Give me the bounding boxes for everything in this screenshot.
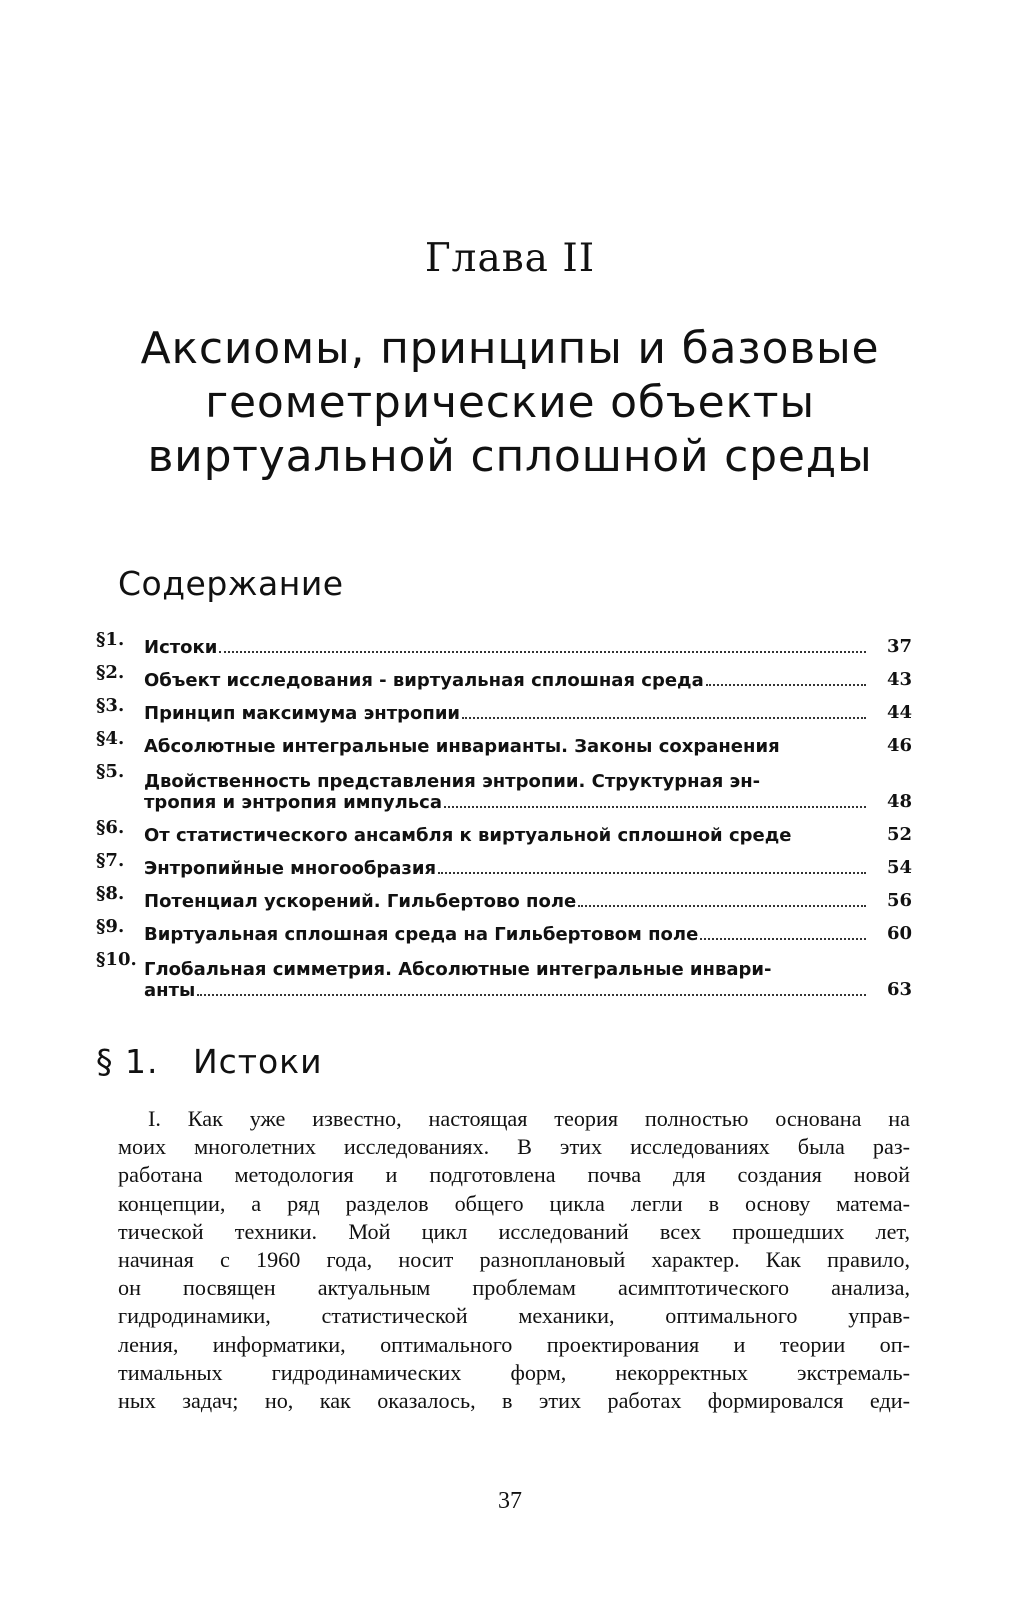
toc-entry-number: §9.: [96, 916, 125, 937]
toc-entry-title-continued: анты: [144, 980, 196, 1001]
body-line: начиная с 1960 года, носит разноплановый характер. Как правило,: [118, 1247, 910, 1273]
table-of-contents: [96, 625, 912, 1001]
toc-entry-page: 52: [886, 824, 912, 845]
toc-entry-page: 60: [886, 923, 912, 944]
toc-entry-number: §5.: [96, 761, 125, 782]
chapter-title-line: геометрические объекты: [205, 377, 815, 428]
toc-dot-leader: [462, 716, 866, 719]
toc-entry-title: Принцип максимума энтропии: [144, 703, 461, 724]
toc-entry-number: §7.: [96, 850, 125, 871]
toc-entry-page: 44: [886, 702, 912, 723]
body-line: он посвящен актуальным проблемам асимптотического анализа,: [118, 1275, 910, 1301]
chapter-title-line: виртуальной сплошной среды: [147, 431, 873, 482]
toc-entry-page: 43: [886, 669, 912, 690]
toc-entry-page: 54: [886, 857, 912, 878]
toc-entry-title: Виртуальная сплошная среда на Гильбертовом поле: [144, 924, 699, 945]
toc-entry-number: §4.: [96, 728, 125, 749]
toc-entry[interactable]: [96, 625, 912, 658]
toc-entry[interactable]: [96, 691, 912, 724]
body-line: I. Как уже известно, настоящая теория полностью основана на: [148, 1106, 910, 1131]
section-heading: § 1. Истоки: [96, 1042, 323, 1081]
chapter-label: Глава II: [424, 236, 596, 281]
toc-heading: Содержание: [118, 564, 344, 603]
toc-entry-page: 37: [886, 636, 912, 657]
toc-entry[interactable]: [96, 879, 912, 912]
toc-entry-page: 56: [886, 890, 912, 911]
toc-dot-leader: [438, 871, 866, 874]
body-line: работана методология и подготовлена почва для создания новой: [118, 1162, 910, 1188]
body-line: моих многолетних исследованиях. В этих исследованиях была раз-: [118, 1134, 910, 1160]
toc-entry-page: 48: [886, 791, 912, 812]
toc-entry[interactable]: [96, 658, 912, 691]
toc-entry[interactable]: [96, 757, 912, 813]
toc-entry-page: 46: [886, 735, 912, 756]
toc-entry-title-continued: тропия и энтропия импульса: [144, 792, 442, 813]
body-line: тимальных гидродинамических форм, некорректных экстремаль-: [118, 1359, 910, 1385]
body-line: тической техники. Мой цикл исследований всех прошедших лет,: [118, 1218, 910, 1244]
toc-entry-title: Двойственность представления энтропии. Структурная эн-: [144, 771, 761, 792]
toc-entry-title: Истоки: [144, 637, 218, 658]
toc-entry-number: §10.: [96, 949, 137, 970]
toc-entry-title: Глобальная симметрия. Абсолютные интегральные инвари-: [144, 959, 772, 980]
toc-dot-leader: [197, 993, 866, 996]
page-number: 37: [498, 1488, 522, 1514]
body-line: ления, информатики, оптимального проектирования и теории оп-: [118, 1331, 910, 1357]
chapter-title: [120, 322, 900, 484]
chapter-title-line: Аксиомы, принципы и базовые: [140, 323, 880, 374]
toc-entry-number: §6.: [96, 817, 125, 838]
toc-entry[interactable]: [96, 945, 912, 1001]
toc-entry-title: Энтропийные многообразия: [144, 858, 437, 879]
toc-dot-leader: [219, 650, 866, 653]
toc-entry[interactable]: [96, 846, 912, 879]
body-line: концепции, а ряд разделов общего цикла легли в основу матема-: [118, 1190, 910, 1216]
toc-entry-title: Абсолютные интегральные инварианты. Законы сохранения: [144, 736, 780, 757]
toc-entry-title: Объект исследования - виртуальная сплошная среда: [144, 670, 704, 691]
toc-entry[interactable]: [96, 813, 912, 846]
toc-entry-page: 63: [886, 979, 912, 1000]
body-line: гидродинамики, статистической механики, оптимального управ-: [118, 1303, 910, 1329]
toc-entry-number: §2.: [96, 662, 125, 683]
toc-entry-title: От статистического ансамбля к виртуальной сплошной среде: [144, 825, 792, 846]
toc-dot-leader: [578, 904, 866, 907]
toc-entry-number: §8.: [96, 883, 125, 904]
toc-dot-leader: [706, 683, 866, 686]
toc-dot-leader: [444, 805, 866, 808]
toc-entry-number: §3.: [96, 695, 125, 716]
toc-dot-leader: [700, 937, 866, 940]
toc-entry[interactable]: [96, 912, 912, 945]
toc-entry[interactable]: [96, 724, 912, 757]
section-body-text: [118, 1105, 910, 1415]
toc-entry-number: §1.: [96, 629, 125, 650]
body-line: ных задач; но, как оказалось, в этих работах формировался еди-: [118, 1388, 910, 1414]
toc-entry-title: Потенциал ускорений. Гильбертово поле: [144, 891, 577, 912]
